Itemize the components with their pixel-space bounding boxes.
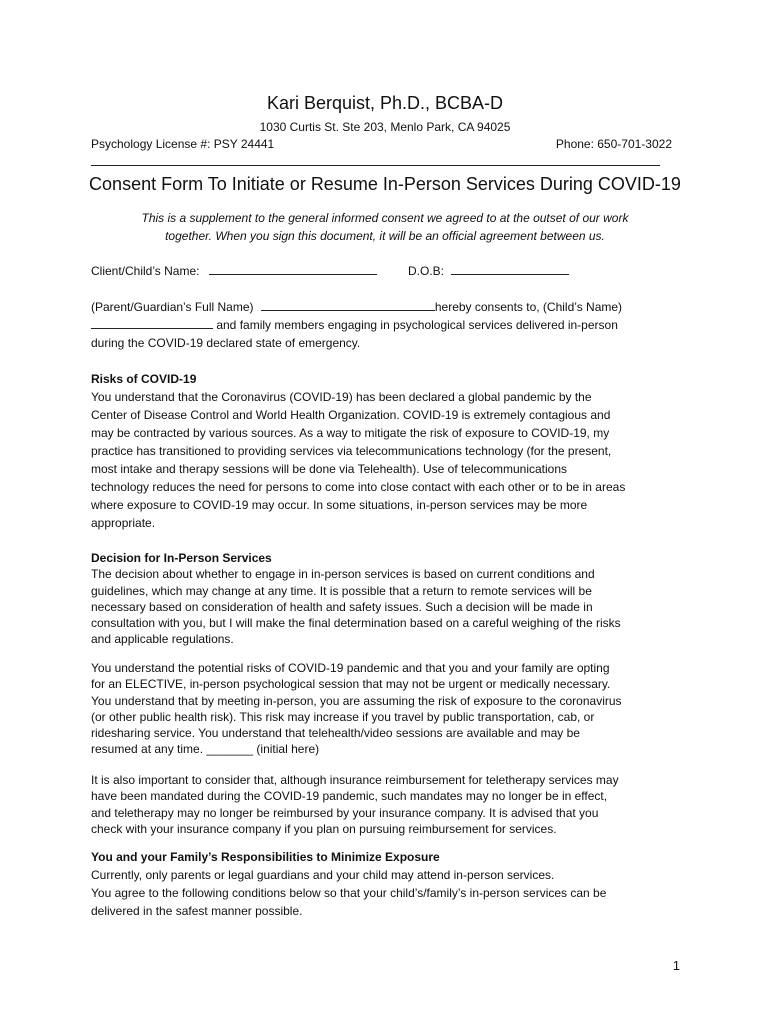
responsibilities-section: [91, 848, 683, 920]
supplement-note: [105, 209, 665, 245]
consents-text: hereby consents to, (Child’s Name): [434, 300, 623, 314]
risks-line: where exposure to COVID-19 may occur. In some situations, in-person services may be more: [91, 498, 588, 512]
dob-field-row: [408, 262, 569, 280]
decision-section: [91, 550, 683, 648]
client-name-input[interactable]: [209, 262, 377, 275]
insurance-section: [91, 772, 683, 837]
license-number: Psychology License #: PSY 24441: [91, 137, 275, 151]
guardian-label: (Parent/Guardian’s Full Name): [91, 300, 254, 314]
decision-line: consultation with you, but I will make the final determination based on a careful weighing of the risks: [91, 616, 621, 631]
phone-number: Phone: 650-701-3022: [555, 137, 672, 151]
understand-section: [91, 660, 683, 758]
header-divider: [91, 165, 660, 166]
responsibilities-line: delivered in the safest manner possible.: [91, 904, 303, 918]
risks-line: Center of Disease Control and World Health Organization. COVID-19 is extremely contagious and: [91, 408, 611, 422]
risks-line: practice has transitioned to providing services via telecommunications technology (for the present,: [91, 444, 612, 458]
insurance-line: have been mandated during the COVID-19 pandemic, such mandates may no longer be in effect,: [91, 789, 608, 804]
risks-heading: Risks of COVID-19: [91, 372, 197, 386]
client-field-row: [91, 262, 377, 280]
provider-name: Kari Berquist, Ph.D., BCBA-D: [266, 93, 504, 113]
child-name-row: [91, 316, 618, 334]
risks-line: may be contracted by various sources. As a way to mitigate the risk of exposure to COVID-19, my: [91, 426, 610, 440]
decision-line: The decision about whether to engage in in-person services is based on current conditions and: [91, 567, 595, 582]
understand-line: You understand that by meeting in-person, you are assuming the risk of exposure to the coronavirus: [91, 693, 622, 708]
risks-section: [91, 370, 683, 532]
understand-line: You understand the potential risks of COVID-19 pandemic and that you and your family are opting: [91, 661, 610, 675]
page-number: 1: [672, 958, 680, 973]
family-text: and family members engaging in psychological services delivered in-person: [213, 318, 618, 332]
risks-line: technology reduces the need for persons to come into close contact with each other or to be in areas: [91, 480, 626, 494]
responsibilities-line: You agree to the following conditions below so that your child’s/family’s in-person services can be: [91, 886, 607, 900]
understand-line: (or other public health risk). This risk may increase if you travel by public transportation, cab, or: [91, 709, 595, 724]
client-name-label: Client/Child’s Name:: [91, 264, 200, 278]
dob-input[interactable]: [451, 262, 569, 275]
guardian-row: [91, 298, 622, 316]
understand-line: resumed at any time. _______ (initial here): [91, 742, 320, 757]
form-title: Consent Form To Initiate or Resume In-Person Services During COVID-19: [89, 174, 681, 194]
responsibilities-heading: You and your Family’s Responsibilities to Minimize Exposure: [91, 850, 440, 864]
child-name-input[interactable]: [91, 316, 213, 329]
understand-line: for an ELECTIVE, in-person psychological session that may not be urgent or medically necessary.: [91, 677, 611, 692]
decision-line: and applicable regulations.: [91, 632, 234, 647]
decision-heading: Decision for In-Person Services: [91, 551, 272, 565]
supplement-line: together. When you sign this document, it will be an official agreement between us.: [165, 229, 605, 243]
insurance-line: check with your insurance company if you plan on pursuing reimbursement for services.: [91, 821, 557, 836]
insurance-line: It is also important to consider that, although insurance reimbursement for teletherapy services may: [91, 773, 619, 787]
understand-line: ridesharing service. You understand that telehealth/video sessions are available and may be: [91, 726, 580, 741]
insurance-line: and teletherapy may no longer be reimbursed by your insurance company. It is advised that you: [91, 805, 599, 820]
guardian-name-input[interactable]: [261, 298, 435, 311]
responsibilities-line: Currently, only parents or legal guardians and your child may attend in-person services.: [91, 868, 555, 882]
decision-line: necessary based on consideration of health and safety issues. Such a decision will be made in: [91, 599, 593, 614]
emergency-row: during the COVID-19 declared state of emergency.: [91, 336, 361, 350]
supplement-line: This is a supplement to the general informed consent we agreed to at the outset of our work: [141, 211, 629, 225]
risks-line: You understand that the Coronavirus (COVID-19) has been declared a global pandemic by the: [91, 390, 592, 404]
dob-label: D.O.B:: [408, 264, 445, 278]
risks-line: most intake and therapy sessions will be done via Telehealth). Use of telecommunications: [91, 462, 568, 476]
decision-line: guidelines, which may change at any time. It is possible that a return to remote services will be: [91, 583, 592, 598]
risks-line: appropriate.: [91, 516, 156, 530]
provider-address: 1030 Curtis St. Ste 203, Menlo Park, CA 94025: [259, 120, 511, 134]
